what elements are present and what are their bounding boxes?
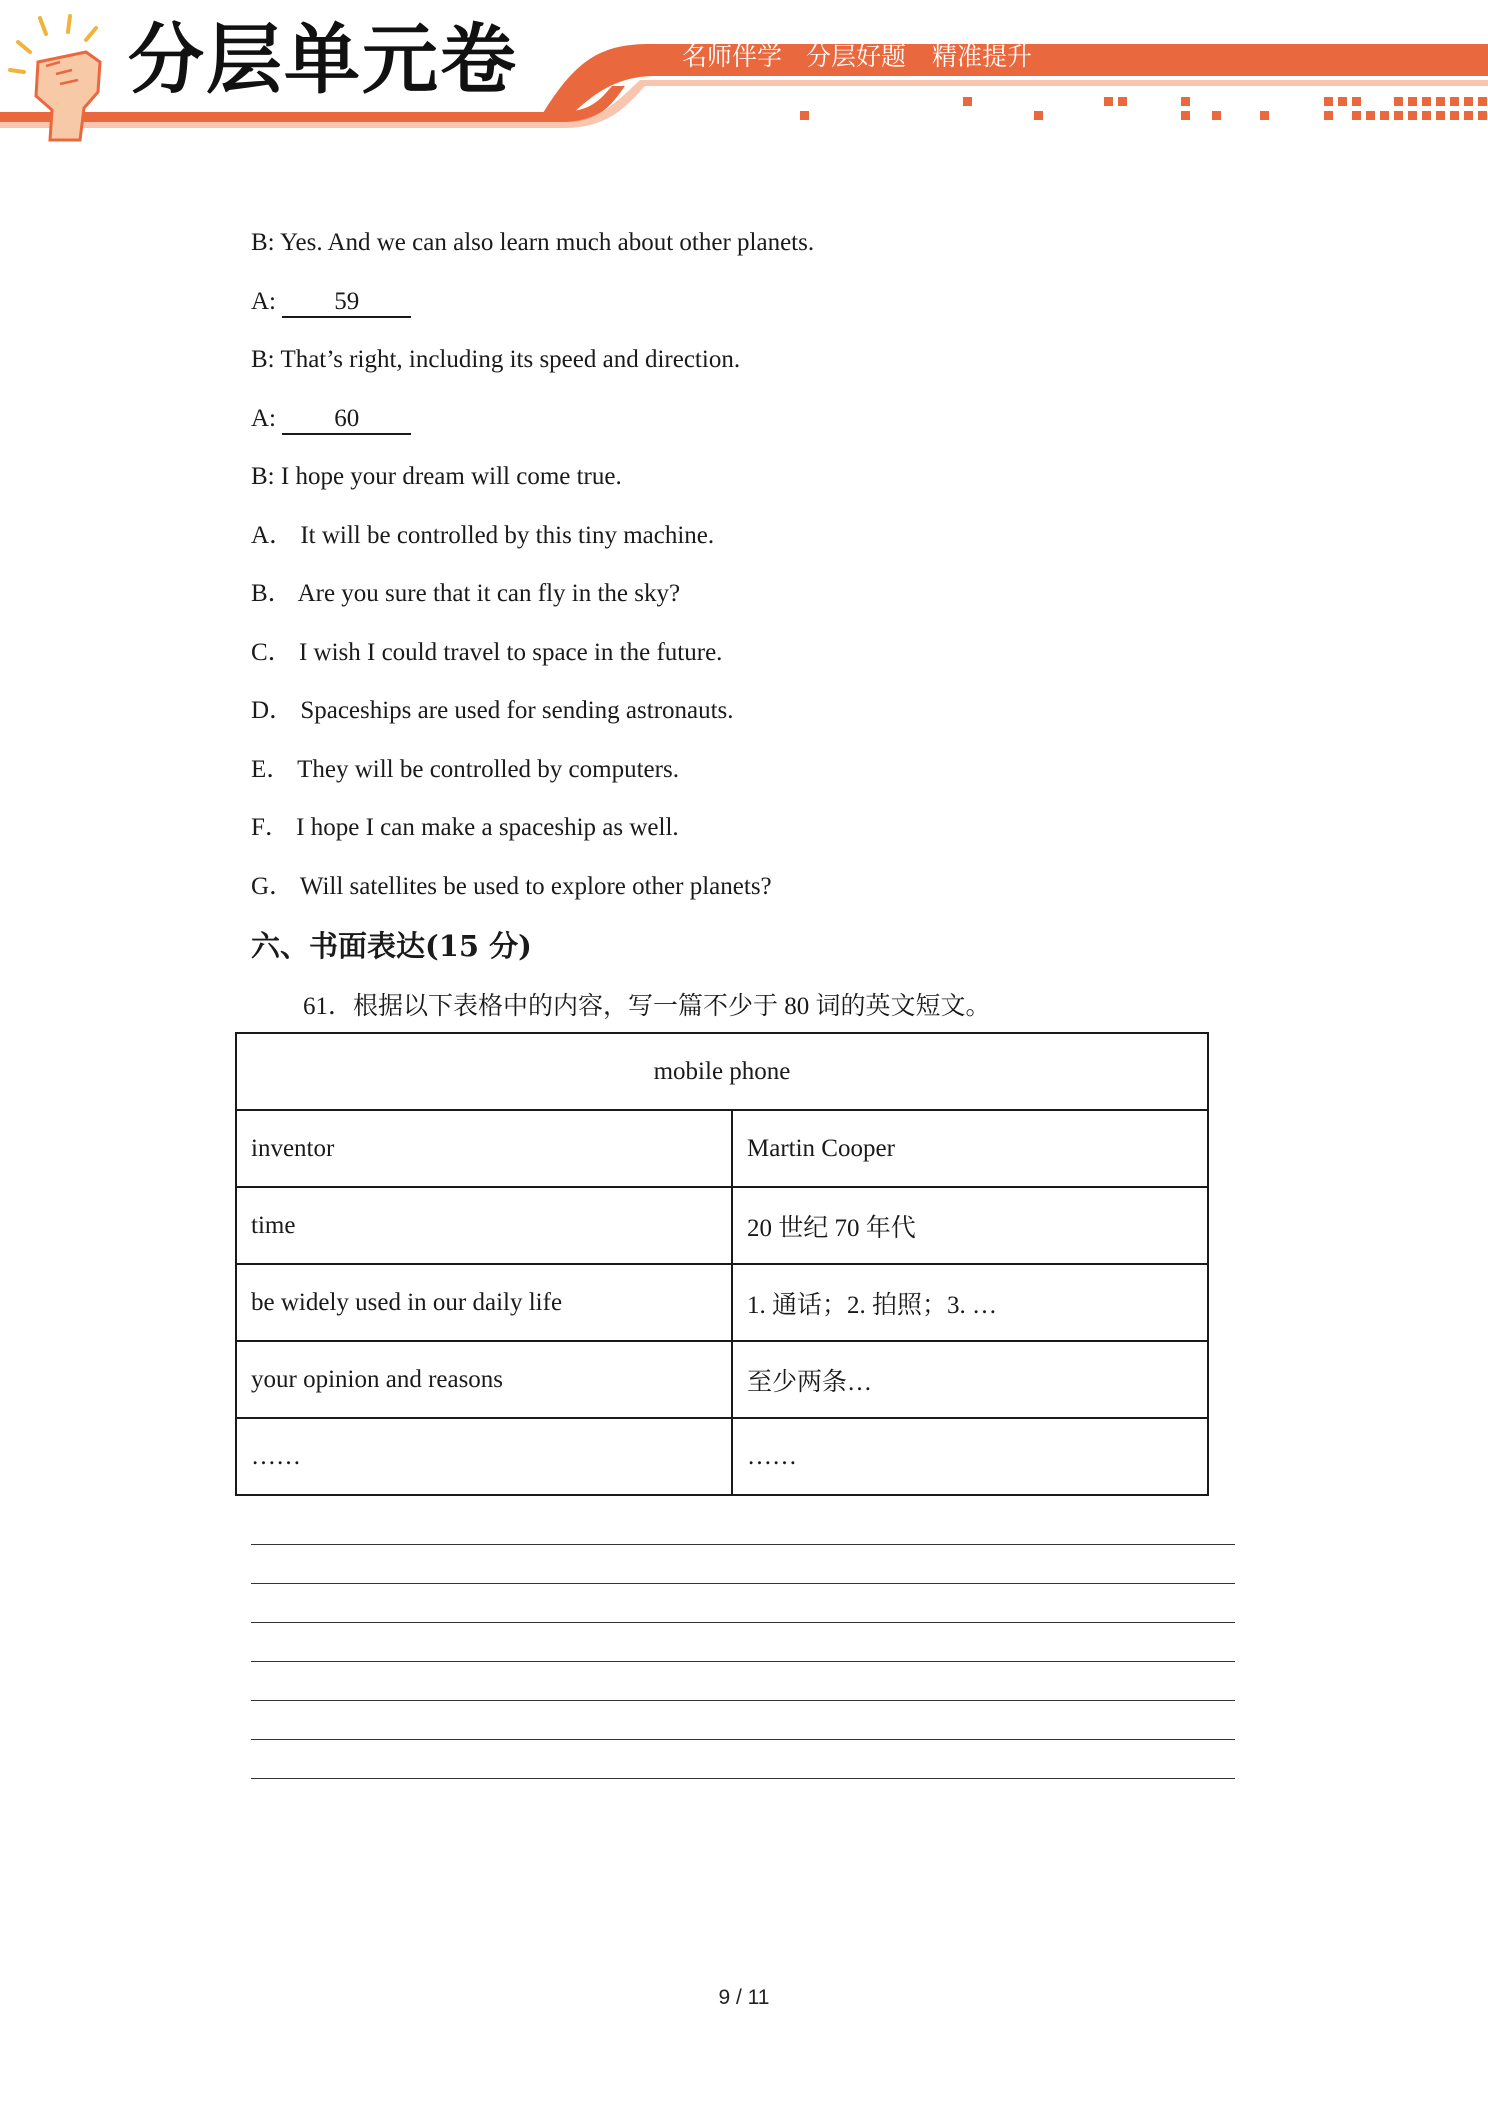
option-text: Will satellites be used to explore other planets? [299, 873, 772, 900]
table-header-row [236, 1033, 1208, 1110]
writing-line[interactable] [251, 1700, 1235, 1701]
option-item [251, 521, 714, 551]
writing-line[interactable] [251, 1739, 1235, 1740]
option-text: I hope I can make a spaceship as well. [296, 814, 679, 841]
table-cell: 至少两条… [732, 1341, 1208, 1418]
speaker-label: B: [251, 229, 275, 256]
option-item [251, 872, 772, 902]
speaker-label: A: [251, 405, 276, 432]
table-cell: Martin Cooper [732, 1110, 1208, 1187]
option-item [251, 696, 734, 726]
question-prompt: 61．根据以下表格中的内容，写一篇不少于 80 词的英文短文。 [303, 993, 991, 1020]
option-letter: G． [251, 873, 295, 900]
answer-blank[interactable] [282, 288, 411, 318]
table-cell: 20 世纪 70 年代 [732, 1187, 1208, 1264]
option-item [251, 755, 679, 785]
speaker-label: B: [251, 346, 275, 373]
writing-line[interactable] [251, 1661, 1235, 1662]
slogan-1: 名师伴学 [682, 42, 783, 71]
speaker-label: B: [251, 463, 275, 490]
section-title: 六、书面表达(15 分) [251, 929, 532, 963]
option-text: They will be controlled by computers. [297, 756, 679, 783]
blank-number: 60 [334, 405, 360, 432]
speaker-label: A: [251, 288, 276, 315]
table-row [236, 1418, 1208, 1495]
option-letter: F． [251, 814, 290, 841]
option-letter: C． [251, 639, 293, 666]
option-letter: D． [251, 697, 295, 724]
table-cell: inventor [236, 1110, 732, 1187]
writing-line[interactable] [251, 1622, 1235, 1623]
writing-line[interactable] [251, 1778, 1235, 1779]
table-row [236, 1187, 1208, 1264]
dialogue-text: I hope your dream will come true. [280, 463, 622, 490]
dialogue-line [251, 462, 622, 492]
option-letter: A． [251, 522, 295, 549]
answer-blank[interactable] [282, 405, 411, 435]
option-text: Are you sure that it can fly in the sky? [297, 580, 681, 607]
table-cell: your opinion and reasons [236, 1341, 732, 1418]
slogan-2: 分层好题 [806, 42, 907, 71]
option-text: Spaceships are used for sending astronauts. [300, 697, 734, 724]
option-letter: E． [251, 756, 292, 783]
option-item [251, 579, 680, 609]
slogan-3: 精准提升 [932, 42, 1033, 71]
dialogue-line [251, 404, 411, 435]
option-text: I wish I could travel to space in the future. [298, 639, 723, 666]
table-cell: be widely used in our daily life [236, 1264, 732, 1341]
table-cell: time [236, 1187, 732, 1264]
dialogue-text: Yes. And we can also learn much about other planets. [279, 229, 815, 256]
blank-number: 59 [334, 288, 360, 315]
option-item [251, 638, 722, 668]
writing-line[interactable] [251, 1583, 1235, 1584]
page-header [0, 0, 1488, 150]
option-letter: B． [251, 580, 293, 607]
dialogue-line [251, 228, 814, 258]
table-cell: …… [236, 1418, 732, 1495]
table-row [236, 1264, 1208, 1341]
dialogue-text: That’s right, including its speed and direction. [280, 346, 741, 373]
table-row [236, 1110, 1208, 1187]
table-cell: …… [732, 1418, 1208, 1495]
option-item [251, 813, 679, 843]
writing-line[interactable] [251, 1544, 1235, 1545]
header-title: 分层单元卷 [128, 15, 518, 104]
dialogue-line [251, 345, 740, 375]
dialogue-line [251, 287, 411, 318]
table-cell: 1. 通话；2. 拍照；3. … [732, 1264, 1208, 1341]
page-number: 9 / 11 [718, 1986, 770, 2009]
table-header: mobile phone [236, 1033, 1208, 1110]
info-table [235, 1032, 1209, 1496]
option-text: It will be controlled by this tiny machine. [300, 522, 715, 549]
table-row [236, 1341, 1208, 1418]
